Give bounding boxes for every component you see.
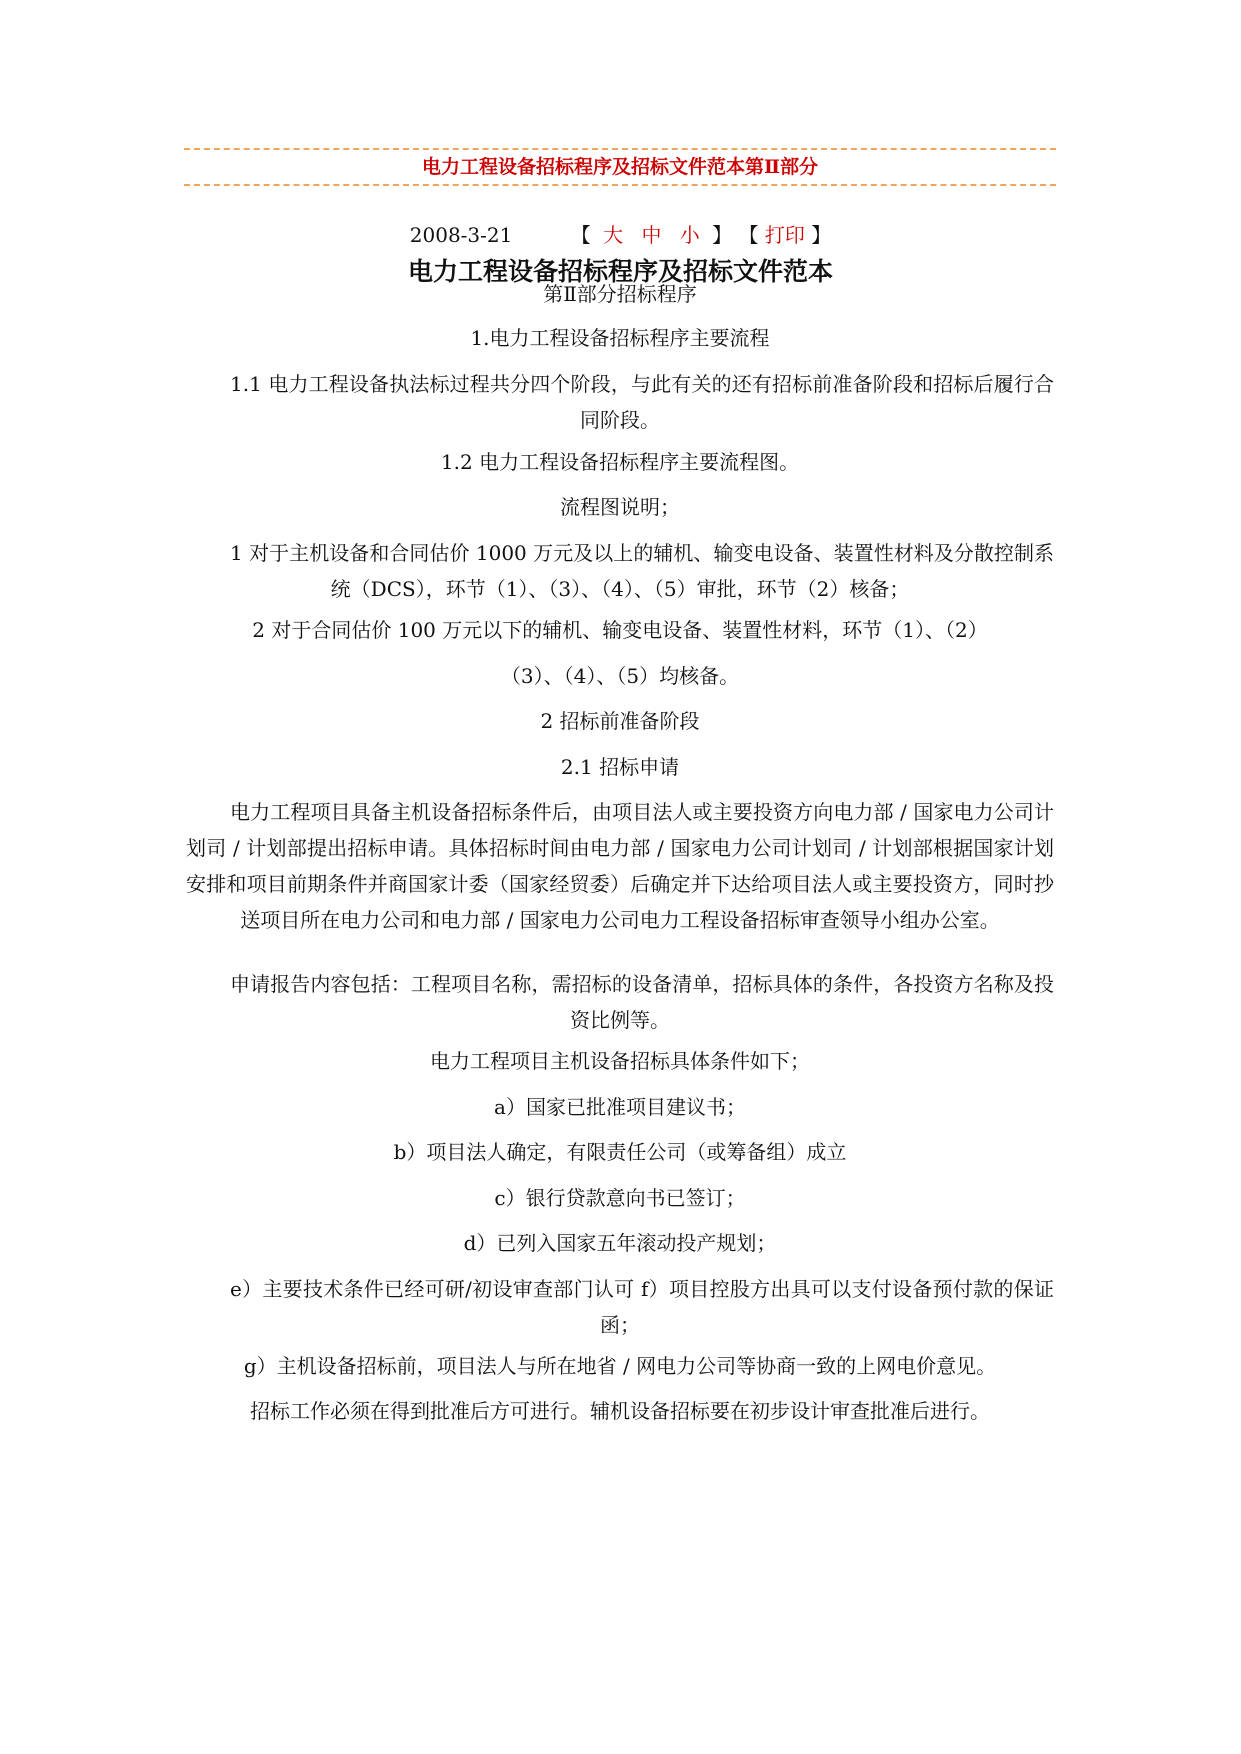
print-link[interactable]: 打印 bbox=[764, 223, 805, 247]
font-size-medium-link[interactable]: 中 bbox=[641, 223, 662, 247]
paragraph: 电力工程项目主机设备招标具体条件如下； bbox=[430, 1049, 810, 1073]
paragraph: 申请报告内容包括：工程项目名称，需招标的设备清单，招标具体的条件，各投资方名称及投资比例等。 bbox=[230, 972, 1054, 1032]
paragraph: b）项目法人确定，有限责任公司（或筹备组）成立 bbox=[393, 1140, 847, 1164]
header-divider-top bbox=[184, 148, 1056, 150]
paragraph: 1 对于主机设备和合同估价 1000 万元及以上的辅机、输变电设备、装置性材料及分散控制系统（DCS），环节（1）、（3）、（4）、（5）审批，环节（2）核备； bbox=[230, 541, 1054, 601]
publish-date: 2008-3-21 bbox=[409, 223, 513, 247]
paragraph: 2.1 招标申请 bbox=[560, 755, 680, 779]
paragraph: a）国家已批准项目建议书； bbox=[494, 1095, 746, 1119]
paragraph: g）主机设备招标前，项目法人与所在地省 / 网电力公司等协商一致的上网电价意见。 bbox=[243, 1354, 997, 1378]
paragraph: 第Ⅱ部分招标程序 bbox=[543, 282, 697, 306]
print-bracket-close: 】 bbox=[811, 223, 832, 247]
print-bracket-open: 【 bbox=[738, 223, 759, 247]
paragraph: c）银行贷款意向书已签订； bbox=[494, 1186, 746, 1210]
header-title: 电力工程设备招标程序及招标文件范本第Ⅱ部分 bbox=[421, 156, 818, 178]
meta-row bbox=[0, 222, 1241, 248]
paragraph: 电力工程项目具备主机设备招标条件后，由项目法人或主要投资方向电力部 / 国家电力公司计划司 / 计划部提出招标申请。具体招标时间由电力部 / 国家电力公司计划司 / 计划部根据国家计划安排和项目前期条件并商国家计委（国家经贸委）后确定并下达给项目法人或主要投资方，同时抄送项目所在电力公司和电力部 / 国家电力公司电力工程设备招标审查领导小组办公室。 bbox=[186, 800, 1054, 932]
paragraph: 招标工作必须在得到批准后方可进行。辅机设备招标要在初步设计审查批准后进行。 bbox=[250, 1399, 990, 1423]
size-bracket-open: 【 bbox=[570, 223, 591, 247]
paragraph: 流程图说明； bbox=[560, 495, 680, 519]
font-size-small-link[interactable]: 小 bbox=[679, 223, 700, 247]
font-size-large-link[interactable]: 大 bbox=[603, 223, 624, 247]
paragraph: 1.1 电力工程设备执法标过程共分四个阶段，与此有关的还有招标前准备阶段和招标后履行合同阶段。 bbox=[230, 372, 1054, 432]
paragraph: 2 招标前准备阶段 bbox=[540, 709, 700, 733]
paragraph: 1.2 电力工程设备招标程序主要流程图。 bbox=[440, 450, 800, 474]
size-bracket-close: 】 bbox=[712, 223, 733, 247]
paragraph: （3）、（4）、（5）均核备。 bbox=[500, 664, 740, 688]
document-title: 电力工程设备招标程序及招标文件范本 bbox=[407, 257, 833, 286]
paragraph: e）主要技术条件已经可研/初设审查部门认可 f）项目控股方出具可以支付设备预付款的保证函； bbox=[230, 1277, 1054, 1337]
paragraph: 1.电力工程设备招标程序主要流程 bbox=[470, 326, 770, 350]
paragraph: d）已列入国家五年滚动投产规划； bbox=[463, 1231, 777, 1255]
header-divider-bottom bbox=[184, 184, 1056, 186]
paragraph: 2 对于合同估价 100 万元以下的辅机、输变电设备、装置性材料，环节（1）、（2） bbox=[252, 618, 988, 642]
